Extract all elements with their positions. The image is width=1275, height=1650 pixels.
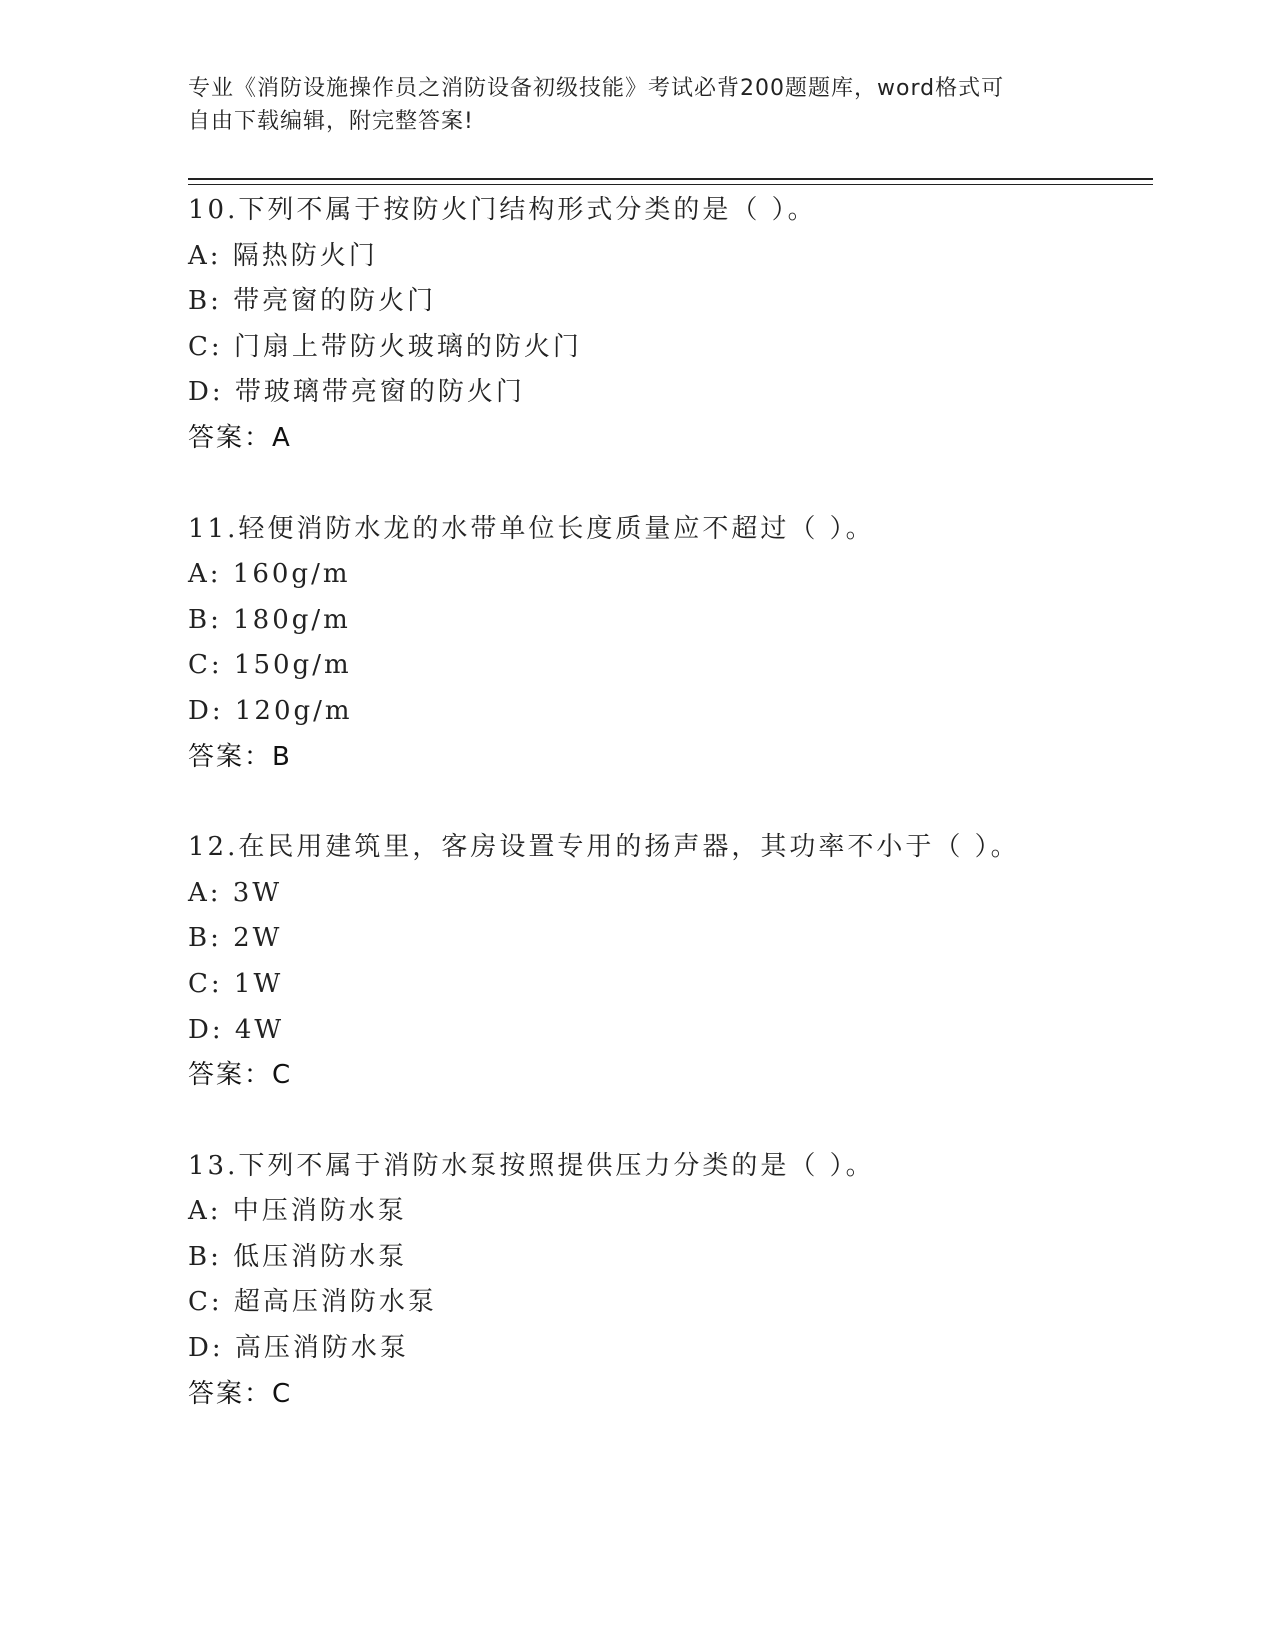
- answer-line: 答案：C: [188, 1378, 293, 1409]
- option-a: A: 隔热防火门: [188, 240, 378, 271]
- question-stem: 11.轻便消防水龙的水带单位长度质量应不超过（ ）。: [188, 513, 875, 544]
- document-header: [188, 72, 1068, 138]
- option-a: A: 160g/m: [188, 559, 351, 590]
- question-stem: 12.在民用建筑里，客房设置专用的扬声器，其功率不小于（ ）。: [188, 832, 1020, 863]
- question-12: [188, 825, 1153, 1099]
- question-10: [188, 188, 1153, 462]
- option-a: A: 3W: [188, 877, 283, 908]
- answer-line: 答案：B: [188, 741, 292, 772]
- option-c: C: 1W: [188, 968, 284, 999]
- option-c: C: 150g/m: [188, 650, 352, 681]
- option-b: B: 180g/m: [188, 604, 351, 635]
- option-d: D: 4W: [188, 1014, 285, 1045]
- question-13: [188, 1144, 1153, 1418]
- option-d: D: 带玻璃带亮窗的防火门: [188, 377, 525, 408]
- question-stem: 13.下列不属于消防水泵按照提供压力分类的是（ ）。: [188, 1150, 875, 1181]
- option-c: C: 超高压消防水泵: [188, 1287, 437, 1318]
- option-a: A: 中压消防水泵: [188, 1196, 407, 1227]
- answer-line: 答案：C: [188, 1060, 293, 1091]
- option-d: D: 高压消防水泵: [188, 1333, 409, 1364]
- option-b: B: 低压消防水泵: [188, 1241, 408, 1272]
- option-d: D: 120g/m: [188, 695, 353, 726]
- question-list: [188, 188, 1153, 1462]
- header-divider-thin: [188, 184, 1153, 185]
- option-b: B: 2W: [188, 923, 283, 954]
- question-11: [188, 507, 1153, 781]
- question-stem: 10.下列不属于按防火门结构形式分类的是（ ）。: [188, 195, 817, 225]
- option-c: C: 门扇上带防火玻璃的防火门: [188, 331, 582, 362]
- header-line-1: 专业《消防设施操作员之消防设备初级技能》考试必背200题题库，word格式可: [188, 76, 1005, 101]
- option-b: B: 带亮窗的防火门: [188, 286, 437, 317]
- header-divider-thick: [188, 178, 1153, 180]
- header-line-2: 自由下载编辑，附完整答案!: [188, 109, 474, 134]
- answer-line: 答案：A: [188, 422, 292, 453]
